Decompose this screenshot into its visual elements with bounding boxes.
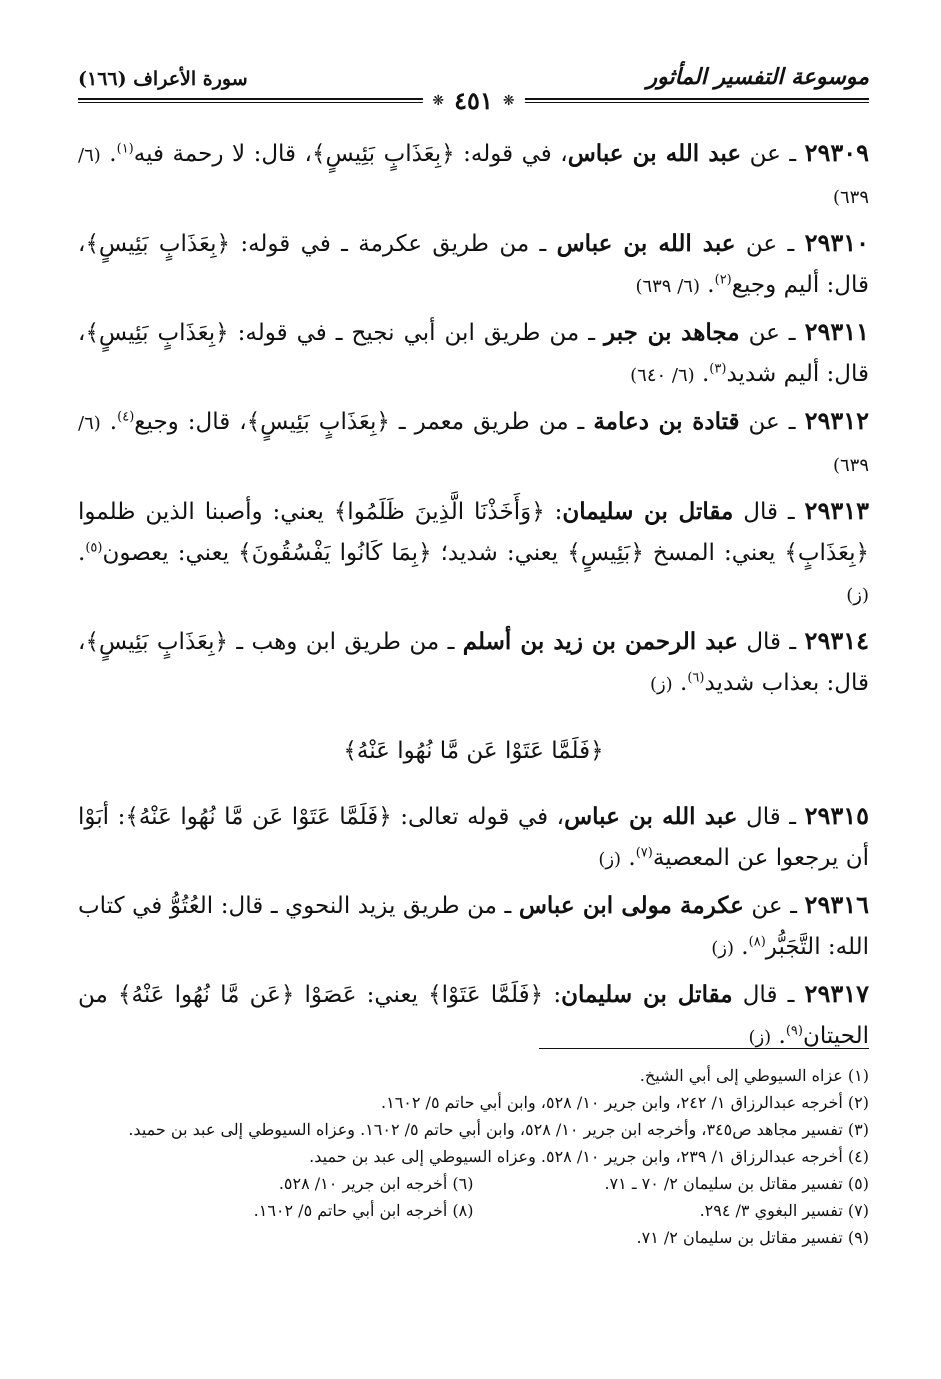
footnote-row: [78, 1170, 869, 1197]
footnote: (٢) أخرجه عبدالرزاق ١/ ٢٤٢، وابن جرير ١٠/ ٥٢٨، وابن أبي حاتم ٥/ ١٦٠٢.: [381, 1093, 869, 1112]
entry-text: : أبَوْا أن يرجعوا عن المعصية: [78, 804, 869, 871]
quran-quote: ﴿بِعَذَابٍ بَئِيسٍ﴾: [85, 231, 230, 257]
footnote-marker: (٧): [635, 845, 653, 861]
footnote-marker: (١): [116, 141, 134, 157]
entry-text: .: [78, 540, 86, 566]
source-reference: (ز): [748, 1027, 772, 1048]
quoted-term: العُتُوُّ: [169, 893, 214, 919]
footnote-marker: (٣): [709, 361, 727, 377]
entry-number: ٢٩٣١٧: [804, 979, 869, 1008]
entry-text: ، في قوله:: [454, 141, 568, 167]
entry-text: ـ قال: [737, 629, 805, 655]
footnote: (٧) تفسير البغوي ٣/ ٢٩٤.: [699, 1201, 869, 1220]
narration-entry: [78, 490, 869, 616]
entry-number: ٢٩٣١٠: [804, 228, 870, 257]
narrator-name: عكرمة مولى ابن عباس: [518, 892, 744, 919]
entry-text: ـ من طريق ابن أبي نجيح ـ في قوله:: [228, 320, 605, 346]
entry-text: .: [100, 141, 117, 167]
narrator-name: مجاهد بن جبر: [604, 319, 740, 346]
source-reference: (٦/ ٦٤٠): [630, 365, 695, 386]
source-reference: (ز): [598, 849, 622, 870]
entry-text: ـ قال: [733, 499, 805, 525]
entry-text: يعني: وأصبنا الذين ظلموا ﴿بِعَذَابٍ﴾ يعني: المسخ ﴿بَئِيسٍ﴾ يعني: شديد؛ ﴿بِمَا كَانُوا يَفْسُقُونَ﴾ يعني: يعصون: [78, 499, 869, 566]
entry-text: ـ من طريق ابن وهب ـ: [228, 629, 463, 655]
narration-entry: [78, 222, 869, 307]
entry-text: ـ عن: [735, 231, 805, 257]
entry-text: .: [771, 1023, 786, 1049]
source-reference: (٦/ ٦٣٩): [635, 276, 700, 297]
entry-text: ، قال: أليم وجيع: [78, 231, 869, 298]
entry-text: في كتاب الله: التَّجَبُّر: [78, 893, 869, 960]
footnote: (٣) تفسير مجاهد ص٣٤٥، وأخرجه ابن جرير ١٠/ ٥٢٨، وابن أبي حاتم ٥/ ١٦٠٢. وعزاه السيوطي إلى عبد بن حميد.: [128, 1120, 869, 1139]
entry-text: :: [543, 982, 562, 1008]
narrator-name: عبد الله بن عباس: [567, 140, 742, 167]
quran-quote: ﴿فَلَمَّا عَتَوْا﴾: [428, 982, 544, 1008]
entry-text: ـ قال: [732, 982, 805, 1008]
entry-number: ٢٩٣٠٩: [804, 138, 870, 167]
narrator-name: عبد الرحمن بن زيد بن أسلم: [462, 628, 738, 655]
source-reference: (٦/ ٦٣٩): [78, 145, 869, 208]
footnote-marker: (٦): [687, 670, 705, 686]
footnote-marker: (٤): [117, 409, 135, 425]
footnote: (٤) أخرجه عبدالرزاق ١/ ٢٣٩، وابن جرير ١٠/ ٥٢٨. وعزاه السيوطي إلى عبد بن حميد.: [309, 1147, 869, 1166]
narration-entry: [78, 795, 869, 880]
source-reference: (ز): [846, 585, 869, 606]
footnote: (٩) تفسير مقاتل بن سليمان ٢/ ٧١.: [636, 1228, 869, 1247]
ornament-icon: ❋: [502, 92, 515, 109]
footnote-divider: [539, 1048, 869, 1049]
source-reference: (ز): [711, 938, 734, 959]
entry-text: ، قال: وجيع: [134, 409, 247, 435]
entry-number: ٢٩٣١٤: [804, 626, 869, 655]
narration-entry: [78, 132, 869, 218]
narrator-name: مقاتل بن سليمان: [562, 498, 734, 525]
entry-text: ـ من طريق معمر ـ: [389, 409, 594, 435]
narration-entry: [78, 620, 869, 705]
footnotes: [78, 1062, 869, 1251]
quran-quote: ﴿فَلَمَّا عَتَوْا عَن مَّا نُهُوا عَنْهُ﴾: [125, 804, 392, 830]
quran-quote: ﴿بِعَذَابٍ بَئِيسٍ﴾: [85, 320, 229, 346]
entry-text: .: [699, 272, 715, 298]
verse-heading: ﴿فَلَمَّا عَتَوْا عَن مَّا نُهُوا عَنْهُ﴾: [343, 738, 604, 764]
narrator-name: قتادة بن دعامة: [593, 408, 740, 435]
source-reference: (ز): [649, 674, 673, 695]
narration-entry: [78, 884, 869, 969]
page-number-block: [422, 86, 524, 115]
entry-text: ، في قوله تعالى:: [391, 804, 565, 830]
entry-text: ـ عن: [739, 320, 805, 346]
entry-text: ـ عن: [739, 409, 805, 435]
entry-text: ، قال: بعذاب شديد: [78, 629, 869, 696]
page-header: [78, 58, 869, 115]
quran-quote: ﴿وَأَخَذْنَا الَّذِينَ ظَلَمُوا﴾: [333, 499, 545, 525]
entry-text: ـ قال: [737, 804, 805, 830]
main-text: [78, 132, 869, 1062]
entry-text: ـ عن: [743, 893, 805, 919]
book-title: موسوعة التفسير المأثور: [646, 64, 869, 90]
footnote-row: [78, 1197, 869, 1224]
footnote-marker: (٩): [785, 1023, 803, 1039]
narrator-name: مقاتل بن سليمان: [561, 981, 733, 1008]
ornament-icon: ❋: [432, 92, 445, 109]
entry-text: :: [544, 499, 563, 525]
footnote: (١) عزاه السيوطي إلى أبي الشيخ.: [639, 1066, 869, 1085]
quran-quote: ﴿بِعَذَابٍ بَئِيسٍ﴾: [311, 141, 455, 167]
entry-text: .: [100, 409, 118, 435]
footnote-marker: (٨): [748, 934, 766, 950]
entry-text: .: [672, 670, 688, 696]
entry-text: ـ عن: [741, 141, 805, 167]
entry-text: ـ من طريق يزيد النحوي ـ قال:: [213, 893, 519, 919]
quran-quote: ﴿بِعَذَابٍ بَئِيسٍ﴾: [246, 409, 390, 435]
surah-label: سورة الأعراف (١٦٦): [78, 68, 248, 90]
narrator-name: عبد الله بن عباس: [556, 230, 736, 257]
entry-number: ٢٩٣١٦: [804, 890, 869, 919]
narration-entry: [78, 311, 869, 396]
page-number: ٤٥١: [454, 86, 493, 115]
footnote: (٥) تفسير مقاتل بن سليمان ٢/ ٧٠ ـ ٧١.: [604, 1174, 869, 1193]
source-reference: (٦/ ٦٣٩): [78, 413, 869, 476]
entry-text: ، قال: أليم شديد: [78, 320, 869, 387]
entry-text: .: [734, 934, 749, 960]
footnote-marker: (٥): [85, 540, 103, 556]
entry-number: ٢٩٣١٢: [804, 406, 870, 435]
quran-quote: ﴿بِعَذَابٍ بَئِيسٍ﴾: [85, 629, 228, 655]
entry-number: ٢٩٣١٣: [804, 496, 869, 525]
entry-text: ، قال: لا رحمة فيه: [133, 141, 312, 167]
entry-text: يعني: عَصَوْا ﴿عَن مَّا نُهُوا عَنْهُ﴾ من الحيتان: [78, 982, 869, 1049]
entry-number: ٢٩٣١١: [804, 317, 870, 346]
entry-text: ـ من طريق عكرمة ـ في قوله:: [229, 231, 557, 257]
entry-text: .: [694, 361, 710, 387]
entry-text: .: [621, 845, 636, 871]
narrator-name: عبد الله بن عباس: [564, 803, 738, 830]
narration-entry: [78, 400, 869, 486]
footnote-marker: (٢): [714, 272, 732, 288]
footnote: (٨) أخرجه ابن أبي حاتم ٥/ ١٦٠٢.: [253, 1201, 474, 1220]
narration-entry: [78, 973, 869, 1058]
entry-number: ٢٩٣١٥: [804, 801, 870, 830]
footnote: (٦) أخرجه ابن جرير ١٠/ ٥٢٨.: [278, 1174, 474, 1193]
